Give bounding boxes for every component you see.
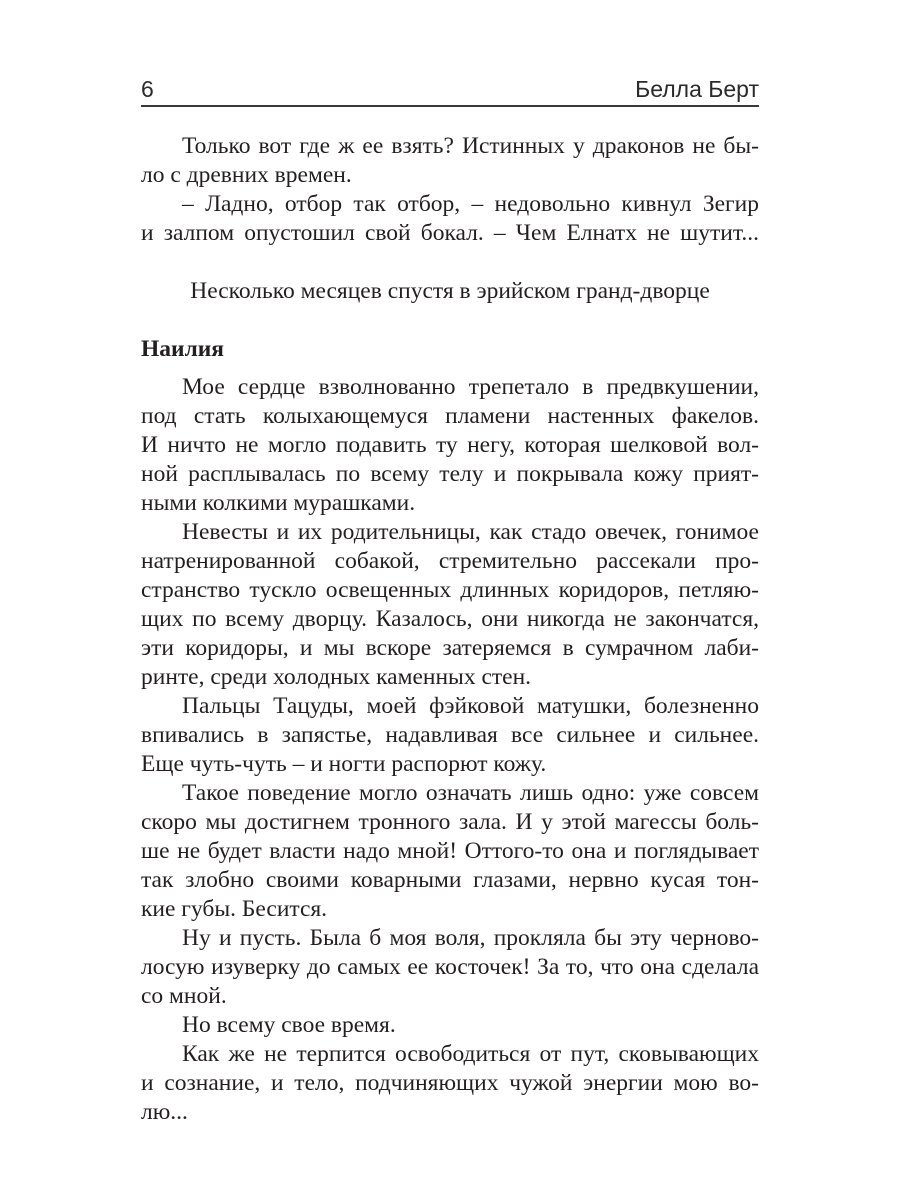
text-line: странство тускло освещенных длинных коридоров, петляю- <box>141 577 759 603</box>
text-line: лосую изуверку до самых ее косточек! За то, что она сделала <box>141 954 759 980</box>
text-line: впивались в запястье, надавливая все сильнее и сильнее. <box>141 722 759 748</box>
text-line: ными колкими мурашками. <box>141 490 416 516</box>
text-line: под стать колыхающемуся пламени настенных факелов. <box>141 403 759 429</box>
text-line: Только вот где ж ее взять? Истинных у драконов не бы- <box>182 133 759 159</box>
author-name: Белла Берт <box>635 76 759 102</box>
text-line: Невесты и их родительницы, как стадо овечек, гонимое <box>182 519 759 545</box>
text-line: и сознание, и тело, подчиняющих чужой энергии мою во- <box>141 1070 759 1096</box>
text-line: так злобно своими коварными глазами, нервно кусая тон- <box>141 867 759 893</box>
text-line: и залпом опустошил свой бокал. – Чем Елнатх не шутит... <box>141 220 759 246</box>
chapter-heading: Наилия <box>141 336 225 362</box>
text-line: ной расплывалась по всему телу и покрывала кожу прият- <box>141 461 759 487</box>
text-line: эти коридоры, и мы вскоре затеряемся в сумрачном лаби- <box>141 635 759 661</box>
text-line: ше не будет власти надо мной! Оттого-то она и поглядывает <box>141 838 759 864</box>
text-line: И ничто не могло подавить ту негу, которая шелковой вол- <box>141 432 759 458</box>
text-line: ринте, среди холодных каменных стен. <box>141 664 532 690</box>
header-rule <box>141 105 759 107</box>
scene-break: Несколько месяцев спустя в эрийском гранд-дворце <box>190 278 710 304</box>
running-header <box>141 74 759 106</box>
text-line: Пальцы Тацуды, моей фэйковой матушки, болезненно <box>182 693 759 719</box>
text-line: лю... <box>141 1099 188 1125</box>
text-line: Такое поведение могло означать лишь одно: уже совсем <box>182 780 759 806</box>
text-line: Еще чуть-чуть – и ногти распорют кожу. <box>141 751 547 777</box>
text-line: скоро мы достигнем тронного зала. И у этой магессы боль- <box>141 809 759 835</box>
text-line: кие губы. Бесится. <box>141 896 328 922</box>
page-number: 6 <box>141 76 154 102</box>
text-line: Ну и пусть. Была б моя воля, прокляла бы эту черново- <box>182 925 759 951</box>
text-line: со мной. <box>141 983 227 1009</box>
text-line: Но всему свое время. <box>182 1012 396 1038</box>
text-line: – Ладно, отбор так отбор, – недовольно кивнул Зегир <box>182 191 759 217</box>
text-line: натренированной собакой, стремительно рассекали про- <box>141 548 759 574</box>
text-line: щих по всему дворцу. Казалось, они никогда не закончатся, <box>141 606 759 632</box>
text-line: Как же не терпится освободиться от пут, сковывающих <box>182 1041 759 1067</box>
text-line: ло с древних времен. <box>141 162 352 188</box>
text-line: Мое сердце взволнованно трепетало в предвкушении, <box>182 374 759 400</box>
